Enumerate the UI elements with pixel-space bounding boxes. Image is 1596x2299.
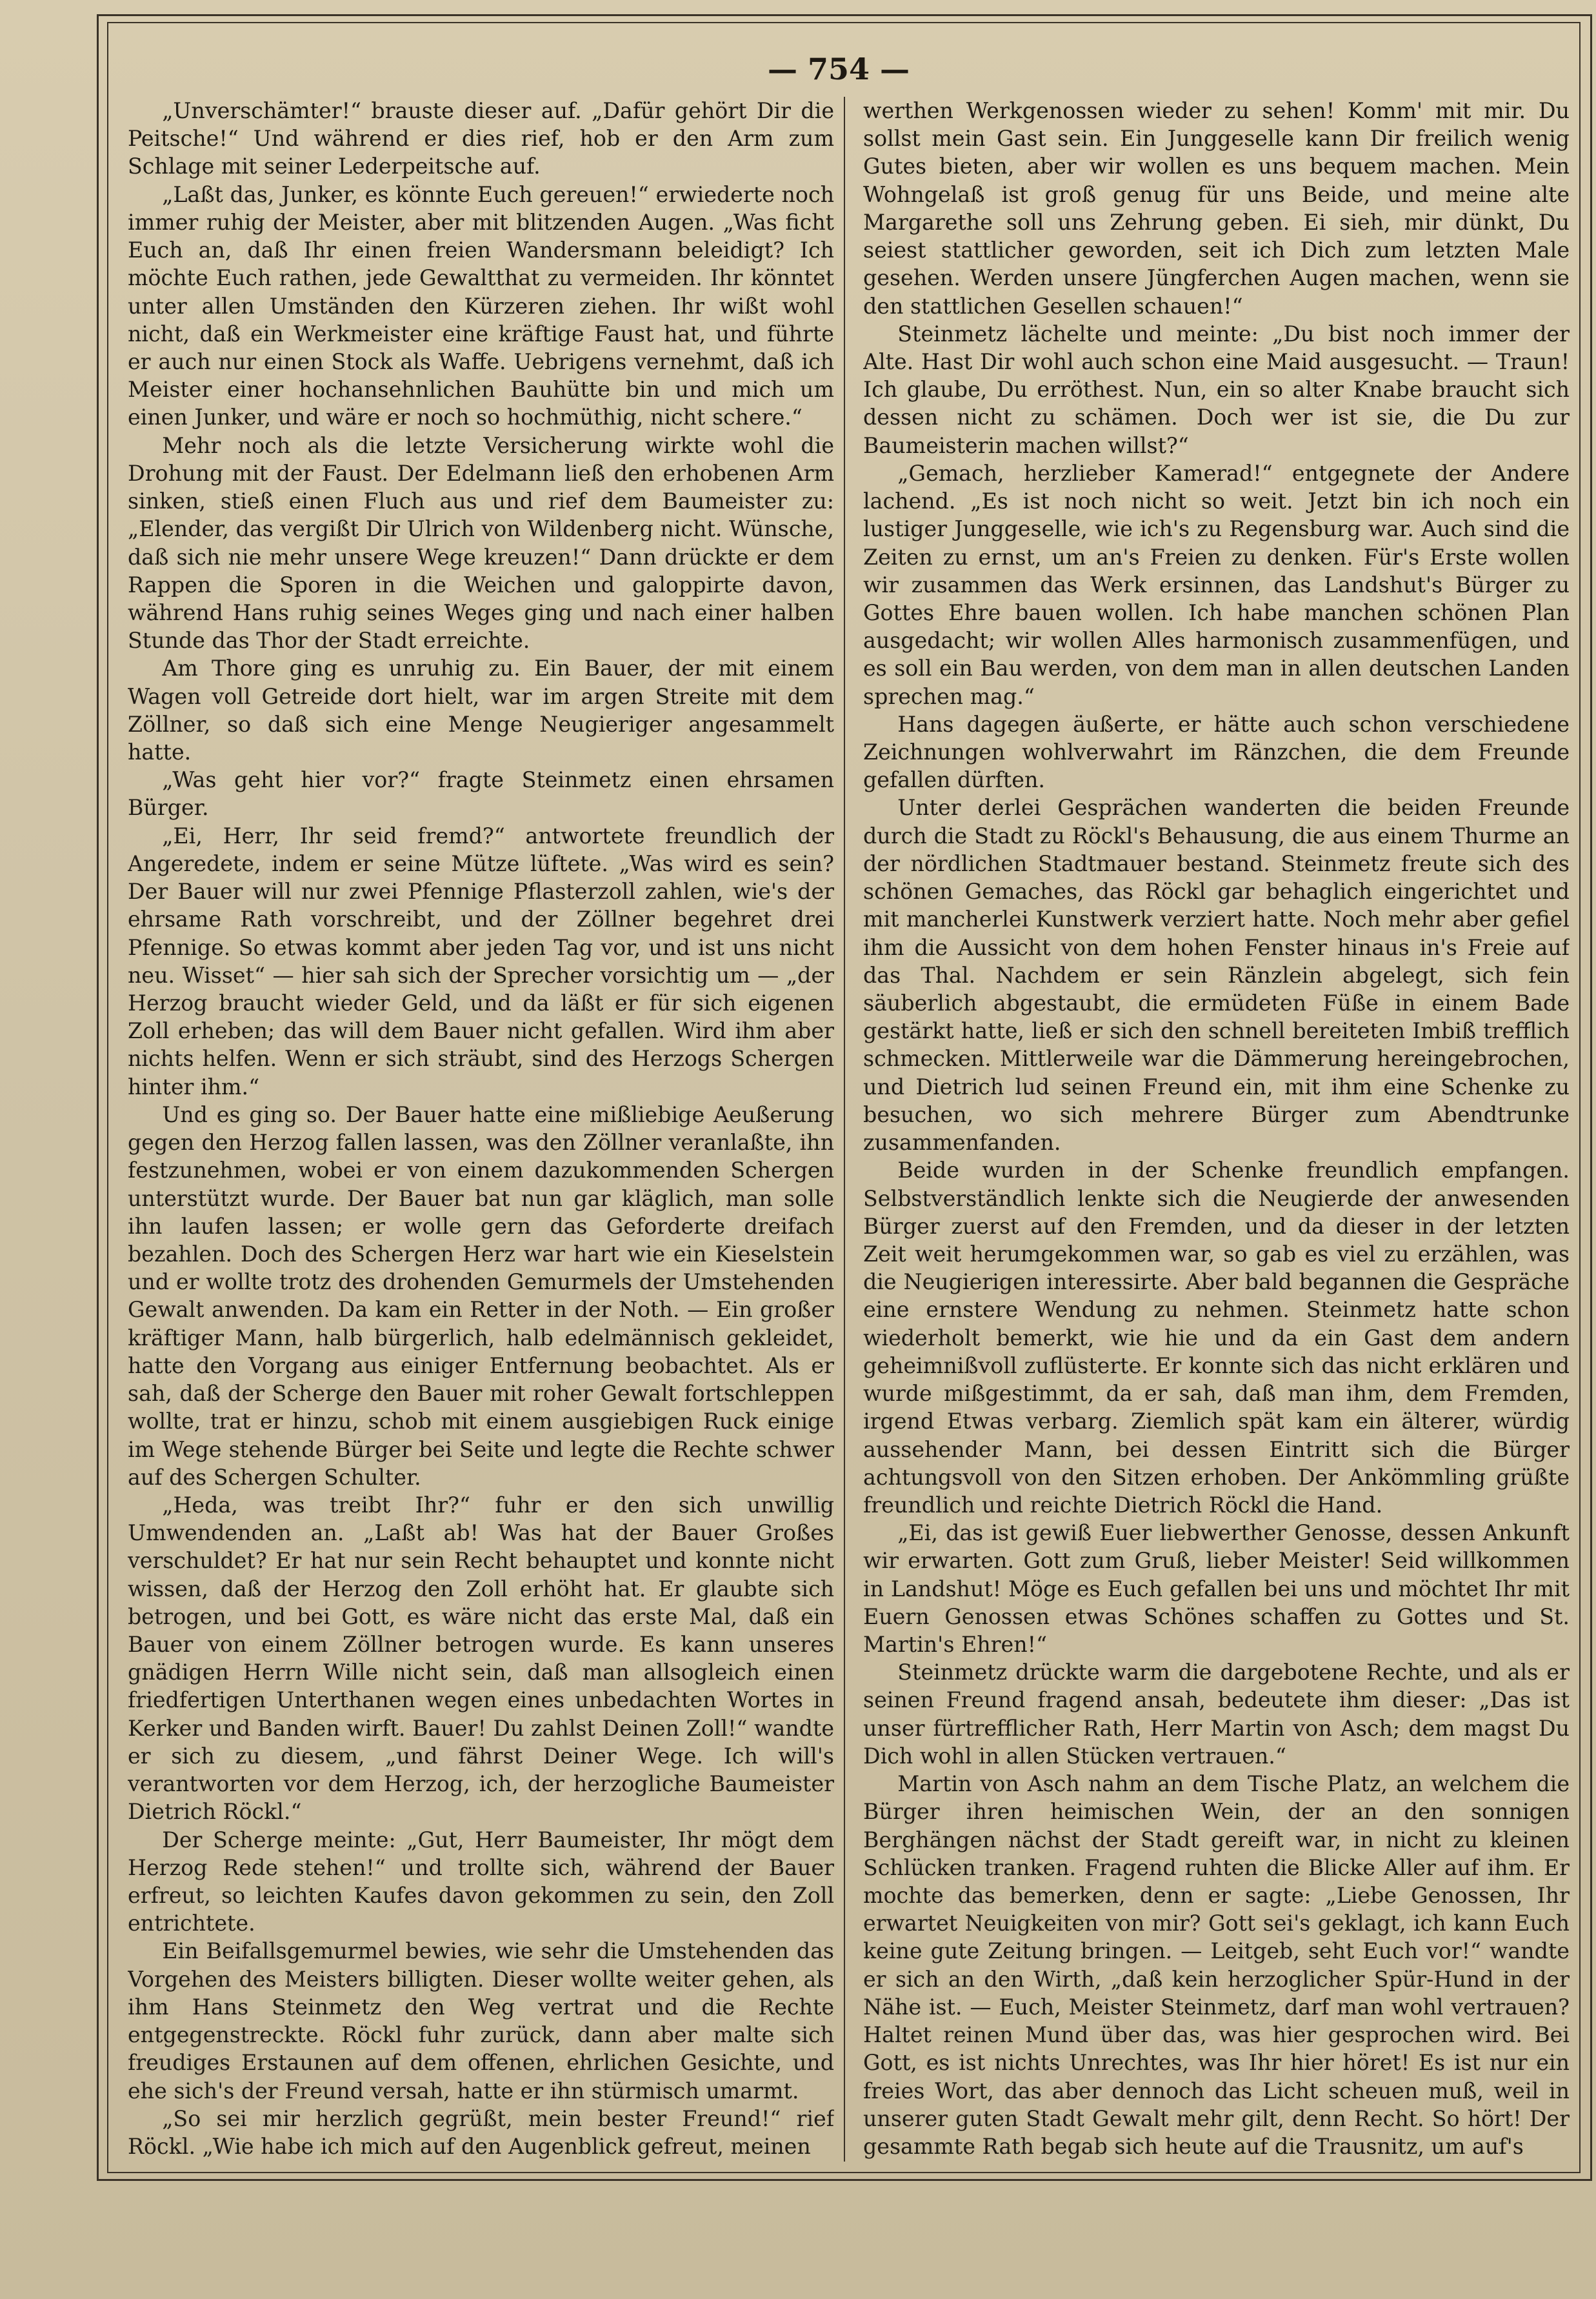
paragraph: Martin von Asch nahm an dem Tische Platz, an welchem die Bürger ihren heimischen Wein, der an den sonnigen Berghängen nächst der Stadt gereift war, in nicht zu kleinen Schlücken tranken. Fragend ruhten die Blicke Aller auf ihm. Er mochte das bemerken, denn er sagte: „Liebe Genossen, Ihr erwartet Neuigkeiten von mir? Gott sei's geklagt, ich kann Euch keine gute Zeitung bringen. — Leitgeb, seht Euch vor!“ wandte er sich an den Wirth, „daß kein herzoglicher Spür-Hund in der Nähe ist. — Euch, Meister Steinmetz, darf man wohl vertrauen? Haltet reinen Mund über das, was hier gesprochen wird. Bei Gott, es ist nichts Unrechtes, was Ihr hier höret! Es ist nur ein freies Wort, das aber dennoch das Licht scheuen muß, weil in unserer guten Stadt Gewalt mehr gilt, denn Recht. So hört! Der gesammte Rath begab sich heute auf die Trausnitz, um auf's bbox=[863, 1771, 1570, 2159]
paragraph: Steinmetz drückte warm die dargebotene Rechte, und als er seinen Freund fragend ansah, bedeutete ihm dieser: „Das ist unser fürtrefflicher Rath, Herr Martin von Asch; dem magst Du Dich wohl in allen Stücken vertrauen.“ bbox=[863, 1660, 1570, 1769]
paragraph: Mehr noch als die letzte Versicherung wirkte wohl die Drohung mit der Faust. Der Edelmann ließ den erhobenen Arm sinken, stieß einen Fluch aus und rief dem Baumeister zu: „Elender, das vergißt Dir Ulrich von Wildenberg nicht. Wünsche, daß sich nie mehr unsere Wege kreuzen!“ Dann drückte er dem Rappen die Sporen in die Weichen und galoppirte davon, während Hans ruhig seines Weges ging und nach einer halben Stunde das Thor der Stadt erreichte. bbox=[128, 432, 834, 654]
page-number: — 754 — bbox=[767, 52, 910, 86]
paragraph: „Ei, das ist gewiß Euer liebwerther Genosse, dessen Ankunft wir erwarten. Gott zum Gruß, lieber Meister! Seid willkommen in Landshut! Möge es Euch gefallen bei uns und möchtet Ihr mit Euern Genossen etwas Schönes schaffen zu Gottes und St. Martin's Ehren!“ bbox=[863, 1520, 1570, 1658]
left-text-column bbox=[128, 97, 834, 2165]
paragraph: Und es ging so. Der Bauer hatte eine mißliebige Aeußerung gegen den Herzog fallen lassen, was den Zöllner veranlaßte, ihn festzunehmen, wobei er von einem dazukommenden Schergen unterstützt wurde. Der Bauer bat nun gar kläglich, man solle ihn laufen lassen; er wolle gern das Geforderte dreifach bezahlen. Doch des Schergen Herz war hart wie ein Kieselstein und er wollte trotz des drohenden Gemurmels der Umstehenden Gewalt anwenden. Da kam ein Retter in der Noth. — Ein großer kräftiger Mann, halb bürgerlich, halb edelmännisch gekleidet, hatte den Vorgang aus einiger Entfernung beobachtet. Als er sah, daß der Scherge den Bauer mit roher Gewalt fortschleppen wollte, trat er hinzu, schob mit einem ausgiebigen Ruck einige im Wege stehende Bürger bei Seite und legte die Rechte schwer auf des Schergen Schulter. bbox=[128, 1101, 834, 1490]
paragraph: Der Scherge meinte: „Gut, Herr Baumeister, Ihr mögt dem Herzog Rede stehen!“ und trollte sich, während der Bauer erfreut, so leichten Kaufes davon gekommen zu sein, den Zoll entrichtete. bbox=[128, 1827, 834, 1936]
right-text-column bbox=[863, 97, 1570, 2165]
page-number-value: 754 bbox=[807, 52, 870, 86]
paragraph: Ein Beifallsgemurmel bewies, wie sehr die Umstehenden das Vorgehen des Meisters billigten. Dieser wollte weiter gehen, als ihm Hans Steinmetz den Weg vertrat und die Rechte entgegenstreckte. Röckl fuhr zurück, dann aber malte sich freudiges Erstaunen auf dem offenen, ehrlichen Gesichte, und ehe sich's der Freund versah, hatte er ihn stürmisch umarmt. bbox=[128, 1938, 834, 2103]
paragraph: Unter derlei Gesprächen wanderten die beiden Freunde durch die Stadt zu Röckl's Behausung, die aus einem Thurme an der nördlichen Stadtmauer bestand. Steinmetz freute sich des schönen Gemaches, das Röckl gar behaglich eingerichtet und mit mancherlei Kunstwerk verziert hatte. Noch mehr aber gefiel ihm die Aussicht von dem hohen Fenster hinaus in's Freie auf das Thal. Nachdem er sein Ränzlein abgelegt, sich fein säuberlich abgestaubt, die ermüdeten Füße in einem Bade gestärkt hatte, ließ er sich den schnell bereiteten Imbiß trefflich schmecken. Mittlerweile war die Dämmerung hereingebrochen, und Dietrich lud seinen Freund ein, mit ihm eine Schenke zu besuchen, wo sich mehrere Bürger zum Abendtrunke zusammenfanden. bbox=[863, 795, 1570, 1156]
paragraph: „Gemach, herzlieber Kamerad!“ entgegnete der Andere lachend. „Es ist noch nicht so weit. Jetzt bin ich noch ein lustiger Junggeselle, wie ich's zu Regensburg war. Auch sind die Zeiten zu ernst, um an's Freien zu denken. Für's Erste wollen wir zusammen das Werk ersinnen, das Landshut's Bürger zu Gottes Ehre bauen wollen. Ich habe manchen schönen Plan ausgedacht; wir wollen Alles harmonisch zusammenfügen, und es soll ein Bau werden, von dem man in allen deutschen Landen sprechen mag.“ bbox=[863, 460, 1570, 709]
paragraph: Steinmetz lächelte und meinte: „Du bist noch immer der Alte. Hast Dir wohl auch schon eine Maid ausgesucht. — Traun! Ich glaube, Du erröthest. Nun, ein so alter Knabe braucht sich dessen nicht zu schämen. Doch wer ist sie, die Du zur Baumeisterin machen willst?“ bbox=[863, 321, 1570, 458]
paragraph: Beide wurden in der Schenke freundlich empfangen. Selbstverständlich lenkte sich die Neugierde der anwesenden Bürger zuerst auf den Fremden, und da dieser in der letzten Zeit weit herumgekommen war, so gab es viel zu erzählen, was die Neugierigen interessirte. Aber bald begannen die Gespräche eine ernstere Wendung zu nehmen. Steinmetz hatte schon wiederholt bemerkt, wie hie und da ein Gast dem andern geheimnißvoll zuflüsterte. Er konnte sich das nicht erklären und wurde mißgestimmt, da er sah, daß man ihm, dem Fremden, irgend Etwas verbarg. Ziemlich spät kam ein älterer, würdig aussehender Mann, bei dessen Eintritt sich die Bürger achtungsvoll von den Sitzen erhoben. Der Ankömmling grüßte freundlich und reichte Dietrich Röckl die Hand. bbox=[863, 1158, 1570, 1518]
paragraph: werthen Werkgenossen wieder zu sehen! Komm' mit mir. Du sollst mein Gast sein. Ein Junggeselle kann Dir freilich wenig Gutes bieten, aber wir wollen es uns bequem machen. Mein Wohngelaß ist groß genug für uns Beide, und meine alte Margarethe soll uns Zehrung geben. Ei sieh, mir dünkt, Du seiest stattlicher geworden, seit ich Dich zum letzten Male gesehen. Werden unsere Jüngferchen Augen machen, wenn sie den stattlichen Gesellen schauen!“ bbox=[863, 98, 1570, 319]
paragraph: „Unverschämter!“ brauste dieser auf. „Dafür gehört Dir die Peitsche!“ Und während er dies rief, hob er den Arm zum Schlage mit seiner Lederpeitsche auf. bbox=[128, 98, 834, 179]
paragraph: „So sei mir herzlich gegrüßt, mein bester Freund!“ rief Röckl. „Wie habe ich mich auf den Augenblick gefreut, meinen bbox=[128, 2105, 834, 2159]
paragraph: „Was geht hier vor?“ fragte Steinmetz einen ehrsamen Bürger. bbox=[128, 767, 834, 821]
paragraph: Hans dagegen äußerte, er hätte auch schon verschiedene Zeichnungen wohlverwahrt im Ränzchen, die dem Freunde gefallen dürften. bbox=[863, 711, 1570, 793]
paragraph: Am Thore ging es unruhig zu. Ein Bauer, der mit einem Wagen voll Getreide dort hielt, war im argen Streite mit dem Zöllner, so daß sich eine Menge Neugieriger angesammelt hatte. bbox=[128, 656, 834, 765]
column-divider bbox=[844, 97, 845, 2162]
paragraph: „Heda, was treibt Ihr?“ fuhr er den sich unwillig Umwendenden an. „Laßt ab! Was hat der Bauer Großes verschuldet? Er hat nur sein Recht behauptet und konnte nicht wissen, daß der Herzog den Zoll erhöht hat. Er glaubte sich betrogen, und bei Gott, es wäre nicht das erste Mal, daß ein Bauer von einem Zöllner betrogen wurde. Es kann unseres gnädigen Herrn Wille nicht sein, daß man allsogleich einen friedfertigen Unterthanen wegen eines unbedachten Wortes in Kerker und Banden wirft. Bauer! Du zahlst Deinen Zoll!“ wandte er sich zu diesem, „und fährst Deiner Wege. Ich will's verantworten vor dem Herzog, ich, der herzogliche Baumeister Dietrich Röckl.“ bbox=[128, 1492, 834, 1825]
paragraph: „Laßt das, Junker, es könnte Euch gereuen!“ erwiederte noch immer ruhig der Meister, aber mit blitzenden Augen. „Was ficht Euch an, daß Ihr einen freien Wandersmann beleidigt? Ich möchte Euch rathen, jede Gewaltthat zu vermeiden. Ihr könntet unter allen Umständen den Kürzeren ziehen. Ihr wißt wohl nicht, daß ein Werkmeister eine kräftige Faust hat, und führte er auch nur einen Stock als Waffe. Uebrigens vernehmt, daß ich Meister einer hochansehnlichen Bauhütte bin und mich um einen Junker, und wäre er noch so hochmüthig, nicht schere.“ bbox=[128, 181, 834, 430]
paragraph: „Ei, Herr, Ihr seid fremd?“ antwortete freundlich der Angeredete, indem er seine Mütze lüftete. „Was wird es sein? Der Bauer will nur zwei Pfennige Pflasterzoll zahlen, wie's der ehrsame Rath vorschreibt, und der Zöllner begehret drei Pfennige. So etwas kommt aber jeden Tag vor, und ist uns nicht neu. Wisset“ — hier sah sich der Sprecher vorsichtig um — „der Herzog braucht wieder Geld, und da läßt er für sich eigenen Zoll erheben; das will dem Bauer nicht gefallen. Wird ihm aber nichts helfen. Wenn er sich sträubt, sind des Herzogs Schergen hinter ihm.“ bbox=[128, 823, 834, 1099]
